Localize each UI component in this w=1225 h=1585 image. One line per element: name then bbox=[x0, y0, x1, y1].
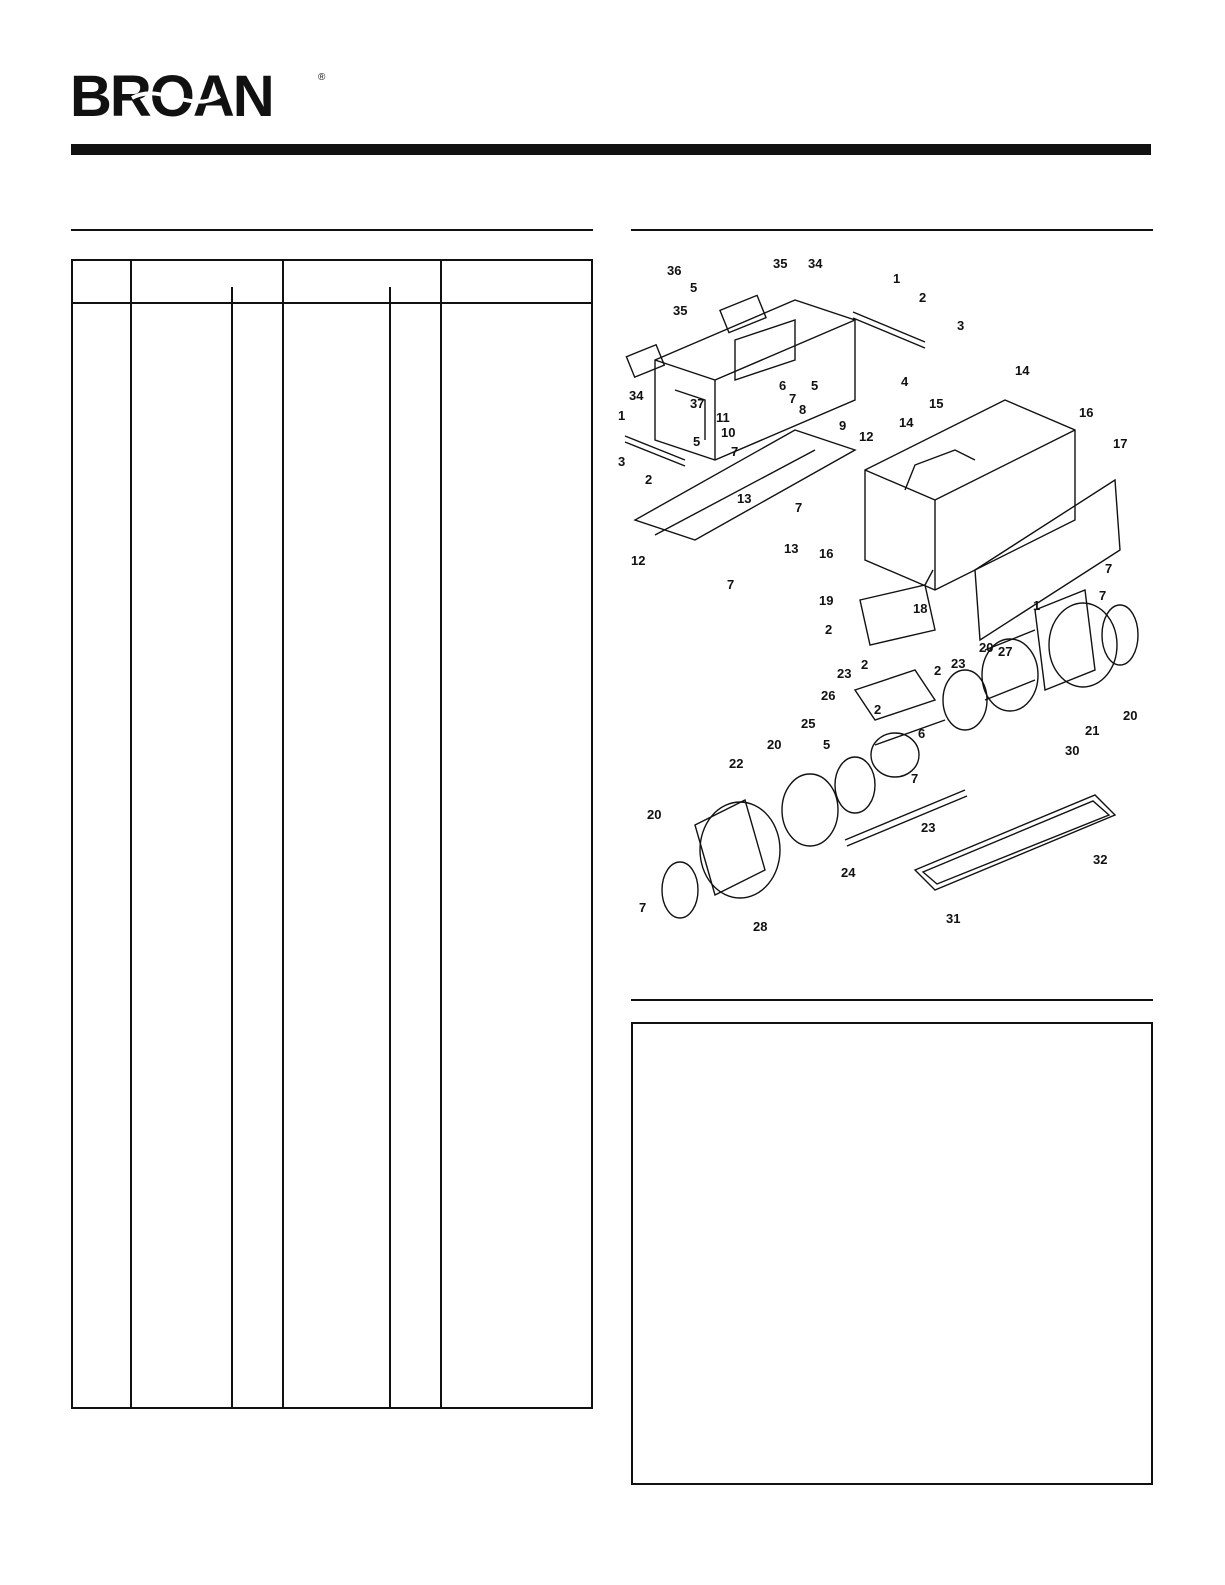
callout-label: 20 bbox=[979, 640, 994, 655]
callout-label: 6 bbox=[918, 726, 926, 741]
callout-labels bbox=[618, 256, 1137, 934]
callout-label: 27 bbox=[998, 644, 1013, 659]
col-divider-3 bbox=[282, 261, 284, 1407]
brand-wordmark: BROAN bbox=[70, 68, 273, 124]
callout-label: 7 bbox=[795, 500, 803, 515]
callout-label: 7 bbox=[789, 391, 797, 406]
callout-label: 2 bbox=[919, 290, 927, 305]
callout-label: 14 bbox=[899, 415, 914, 430]
broan-logo-mark bbox=[70, 68, 330, 124]
callout-label: 7 bbox=[731, 444, 739, 459]
callout-label: 2 bbox=[645, 472, 653, 487]
callout-label: 7 bbox=[639, 900, 647, 915]
callout-label: 35 bbox=[673, 303, 688, 318]
col-divider-5 bbox=[440, 261, 442, 1407]
callout-label: 24 bbox=[841, 865, 856, 880]
callout-label: 9 bbox=[839, 418, 847, 433]
callout-label: 12 bbox=[859, 429, 874, 444]
callout-label: 17 bbox=[1113, 436, 1128, 451]
callout-label: 2 bbox=[934, 663, 942, 678]
callout-label: 5 bbox=[690, 280, 698, 295]
notes-box bbox=[631, 1022, 1153, 1485]
callout-label: 12 bbox=[631, 553, 646, 568]
callout-label: 7 bbox=[1105, 561, 1113, 576]
callout-label: 3 bbox=[957, 318, 965, 333]
exploded-parts-diagram bbox=[615, 250, 1175, 970]
callout-label: 14 bbox=[1015, 363, 1030, 378]
callout-label: 23 bbox=[837, 666, 852, 681]
callout-label: 11 bbox=[716, 410, 730, 425]
header-rule bbox=[71, 144, 1151, 155]
callout-label: 35 bbox=[773, 256, 788, 271]
callout-label: 19 bbox=[819, 593, 834, 608]
callout-label: 30 bbox=[1065, 743, 1080, 758]
callout-label: 20 bbox=[647, 807, 662, 822]
callout-label: 13 bbox=[784, 541, 799, 556]
callout-label: 7 bbox=[1099, 588, 1107, 603]
callout-label: 5 bbox=[823, 737, 831, 752]
callout-label: 15 bbox=[929, 396, 944, 411]
callout-label: 34 bbox=[629, 388, 644, 403]
callout-label: 3 bbox=[618, 454, 626, 469]
diagram-section-rule bbox=[631, 229, 1153, 231]
callout-label: 5 bbox=[811, 378, 819, 393]
parts-list-table bbox=[71, 259, 593, 1409]
callout-label: 13 bbox=[737, 491, 752, 506]
callout-label: 1 bbox=[1033, 598, 1041, 613]
table-section-rule bbox=[71, 229, 593, 231]
callout-label: 25 bbox=[801, 716, 816, 731]
callout-label: 23 bbox=[921, 820, 936, 835]
callout-label: 34 bbox=[808, 256, 823, 271]
callout-label: 2 bbox=[861, 657, 869, 672]
callout-label: 31 bbox=[946, 911, 961, 926]
table-header-divider bbox=[73, 302, 591, 304]
callout-label: 37 bbox=[690, 396, 705, 411]
callout-label: 6 bbox=[779, 378, 787, 393]
callout-label: 5 bbox=[693, 434, 701, 449]
callout-label: 16 bbox=[819, 546, 834, 561]
callout-label: 16 bbox=[1079, 405, 1094, 420]
registered-mark: ® bbox=[318, 72, 326, 83]
callout-label: 18 bbox=[913, 601, 928, 616]
callout-label: 4 bbox=[901, 374, 909, 389]
callout-label: 7 bbox=[911, 771, 919, 786]
callout-label: 20 bbox=[767, 737, 782, 752]
notes-section-rule bbox=[631, 999, 1153, 1001]
callout-label: 32 bbox=[1093, 852, 1108, 867]
callout-label: 20 bbox=[1123, 708, 1138, 723]
callout-label: 26 bbox=[821, 688, 836, 703]
callout-label: 28 bbox=[753, 919, 768, 934]
callout-label: 21 bbox=[1085, 723, 1100, 738]
col-divider-1 bbox=[130, 261, 132, 1407]
callout-label: 10 bbox=[721, 425, 736, 440]
callout-label: 7 bbox=[727, 577, 735, 592]
col-divider-4 bbox=[389, 287, 391, 1407]
callout-label: 1 bbox=[618, 408, 626, 423]
col-divider-2 bbox=[231, 287, 233, 1407]
callout-label: 2 bbox=[874, 702, 882, 717]
callout-label: 36 bbox=[667, 263, 682, 278]
callout-label: 22 bbox=[729, 756, 744, 771]
diagram-svg bbox=[615, 250, 1175, 970]
callout-label: 8 bbox=[799, 402, 807, 417]
callout-label: 1 bbox=[893, 271, 901, 286]
callout-label: 23 bbox=[951, 656, 966, 671]
callout-label: 2 bbox=[825, 622, 833, 637]
broan-logo bbox=[70, 68, 330, 124]
